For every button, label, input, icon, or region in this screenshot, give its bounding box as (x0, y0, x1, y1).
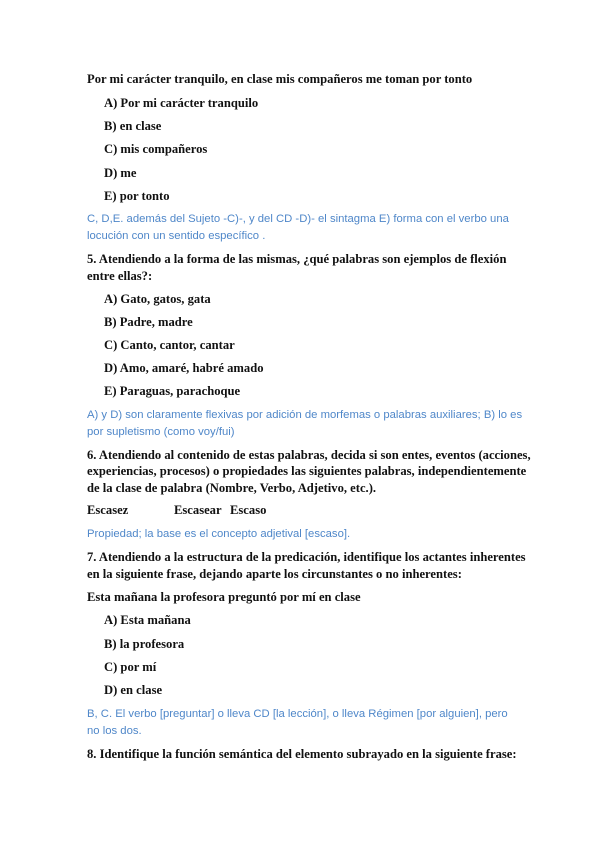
option-d: D) me (104, 166, 137, 180)
question-prompt: 8. Identifique la función semántica del elemento subrayado en la siguiente frase: (87, 747, 517, 761)
option-a: A) Esta mañana (104, 613, 191, 627)
answer-text: locución con un sentido específico . (87, 230, 266, 242)
question-prompt: 5. Atendiendo a la forma de las mismas, ¿qué palabras son ejemplos de flexión (87, 252, 507, 266)
option-c: C) por mí (104, 660, 157, 674)
answer-text: por supletismo (como voy/fui) (87, 426, 235, 438)
option-d: D) Amo, amaré, habré amado (104, 361, 264, 375)
answer-text: C, D,E. además del Sujeto -C)-, y del CD -D)- el sintagma E) forma con el verbo una (87, 213, 509, 225)
answer-text: no los dos. (87, 725, 142, 737)
question-prompt: Por mi carácter tranquilo, en clase mis compañeros me toman por tonto (87, 72, 473, 86)
question-prompt: experiencias, procesos) o propiedades las siguientes palabras, independientemente (87, 464, 527, 478)
option-b: B) en clase (104, 119, 162, 133)
question-prompt: en la siguiente frase, dejando aparte los circunstantes o no inherentes: (87, 567, 462, 581)
option-c: C) Canto, cantor, cantar (104, 338, 235, 352)
word-item: Escasez (87, 503, 129, 517)
option-b: B) la profesora (104, 637, 185, 651)
question-prompt: de la clase de palabra (Nombre, Verbo, Adjetivo, etc.). (87, 481, 377, 495)
word-list (87, 502, 266, 518)
option-a: A) Por mi carácter tranquilo (104, 96, 259, 110)
example-sentence: Esta mañana la profesora preguntó por mí en clase (87, 590, 361, 604)
question-prompt: 6. Atendiendo al contenido de estas palabras, decida si son entes, eventos (acciones, (87, 448, 531, 462)
question-prompt: 7. Atendiendo a la estructura de la predicación, identifique los actantes inherentes (87, 550, 526, 564)
option-c: C) mis compañeros (104, 142, 208, 156)
option-e: E) por tonto (104, 189, 170, 203)
word-item: Escasear (174, 503, 222, 517)
option-d: D) en clase (104, 683, 163, 697)
answer-text: B, C. El verbo [preguntar] o lleva CD [la lección], o lleva Régimen [por alguien], pero (87, 708, 508, 720)
answer-text: A) y D) son claramente flexivas por adición de morfemas o palabras auxiliares; B) lo es (87, 409, 523, 421)
word-item: Escaso (230, 503, 267, 517)
option-e: E) Paraguas, parachoque (104, 384, 241, 398)
question-prompt: entre ellas?: (87, 269, 153, 283)
option-b: B) Padre, madre (104, 315, 193, 329)
answer-text: Propiedad; la base es el concepto adjetival [escaso]. (87, 528, 351, 540)
option-a: A) Gato, gatos, gata (104, 292, 211, 306)
